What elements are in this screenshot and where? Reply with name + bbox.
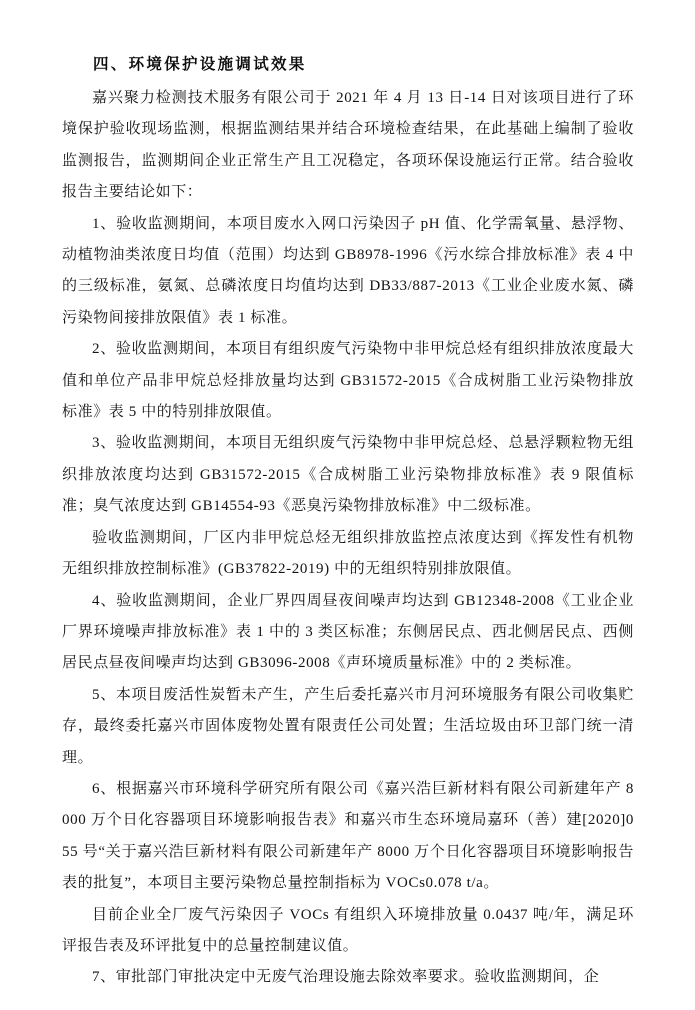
- paragraph-item-4: 4、验收监测期间，企业厂界四周昼夜间噪声均达到 GB12348-2008《工业企业厂界环境噪声排放标准》表 1 中的 3 类区标准；东侧居民点、西北侧居民点、西侧居民点昼夜间噪声均达到 GB3096-2008《声环境质量标准》中的 2 类标准。: [62, 592, 634, 672]
- paragraph-item-5: 5、本项目废活性炭暂未产生，产生后委托嘉兴市月河环境服务有限公司收集贮存，最终委托嘉兴市固体废物处置有限责任公司处置；生活垃圾由环卫部门统一清理。: [62, 686, 634, 766]
- section-heading: 四、环境保护设施调试效果: [93, 56, 307, 73]
- paragraph-intro: 嘉兴聚力检测技术服务有限公司于 2021 年 4 月 13 日-14 日对该项目进行了环境保护验收现场监测，根据监测结果并结合环境检查结果，在此基础上编制了验收监测报告，监测期间企业正常生产且工况稳定，各项环保设施运行正常。结合验收报告主要结论如下：: [62, 90, 634, 201]
- paragraph-item-3: 3、验收监测期间，本项目无组织废气污染物中非甲烷总烃、总悬浮颗粒物无组织排放浓度均达到 GB31572-2015《合成树脂工业污染物排放标准》表 9 限值标准；臭气浓度达到 GB14554-93《恶臭污染物排放标准》中二级标准。: [62, 435, 634, 515]
- document-body: [62, 83, 634, 994]
- paragraph-item-3-sub: 验收监测期间，厂区内非甲烷总烃无组织排放监控点浓度达到《挥发性有机物无组织排放控制标准》(GB37822-2019) 中的无组织特别排放限值。: [62, 529, 634, 578]
- paragraph-item-6: 6、根据嘉兴市环境科学研究所有限公司《嘉兴浩巨新材料有限公司新建年产 8000 万个日化容器项目环境影响报告表》和嘉兴市生态环境局嘉环（善）建[2020]055 号“关于嘉兴浩巨新材料有限公司新建年产 8000 万个日化容器项目环境影响报告表的批复”，本项目主要污染物总量控制指标为 VOCs0.078 t/a。: [62, 780, 634, 892]
- paragraph-item-6-sub: 目前企业全厂废气污染因子 VOCs 有组织入环境排放量 0.0437 吨/年，满足环评报告表及环评批复中的总量控制建议值。: [62, 906, 634, 954]
- paragraph-item-2: 2、验收监测期间，本项目有组织废气污染物中非甲烷总烃有组织排放浓度最大值和单位产品非甲烷总烃排放量均达到 GB31572-2015《合成树脂工业污染物排放标准》表 5 中的特别排放限值。: [62, 341, 634, 421]
- paragraph-item-7: 7、审批部门审批决定中无废气治理设施去除效率要求。验收监测期间，企: [92, 969, 600, 986]
- paragraph-item-1: 1、验收监测期间，本项目废水入网口污染因子 pH 值、化学需氧量、悬浮物、动植物油类浓度日均值（范围）均达到 GB8978-1996《污水综合排放标准》表 4 中的三级标准，氨氮、总磷浓度日均值均达到 DB33/887-2013《工业企业废水氮、磷污染物间接排放限值》表 1 标准。: [62, 215, 634, 326]
